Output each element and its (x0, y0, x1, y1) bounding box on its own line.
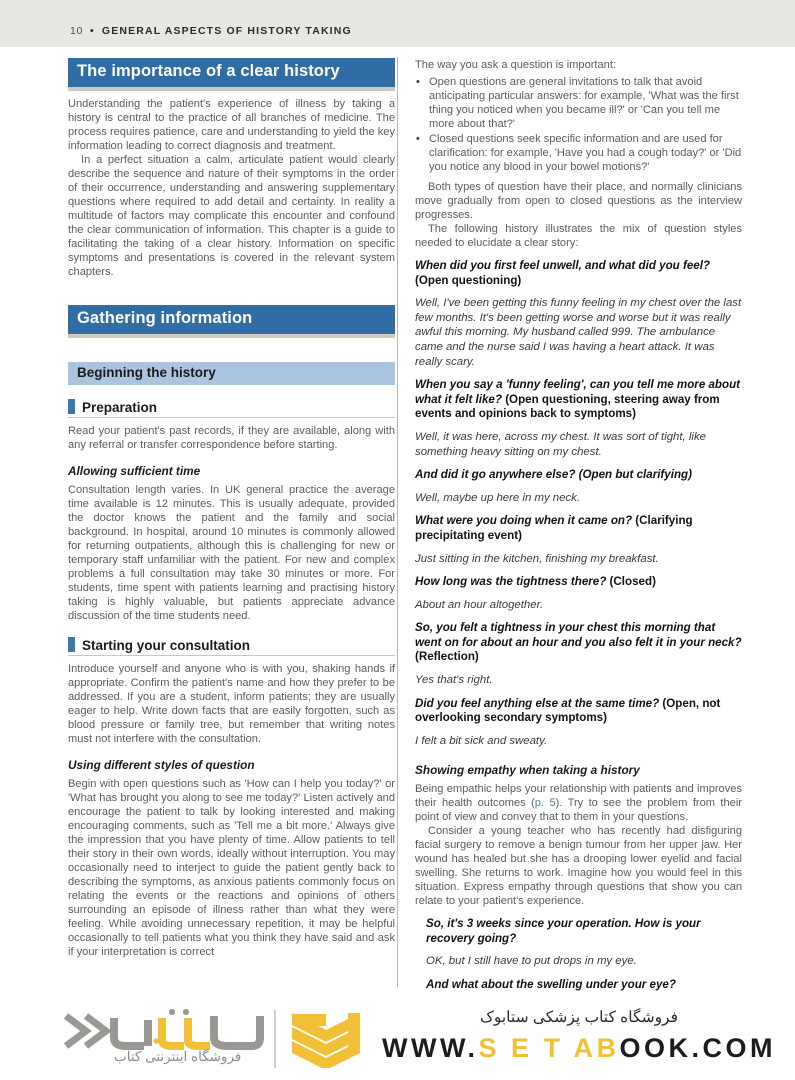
subsection-heading-beginning: Beginning the history (68, 362, 395, 386)
footer-watermark (0, 1000, 795, 1080)
setabook-wordmark-icon (52, 1008, 267, 1050)
dialogue-question: So, it's 3 weeks since your operation. How is your recovery going? (426, 917, 701, 945)
left-column (68, 47, 395, 959)
dialogue-question: Did you feel anything else at the same time? (Open, not overlooking secondary symptoms) (415, 696, 721, 725)
cross-reference-link[interactable]: p. 5 (534, 797, 556, 809)
heading-styles-of-question: Using different styles of question (68, 758, 255, 773)
setabook-logo-right[interactable] (379, 1006, 779, 1064)
dialogue-answer: Well, maybe up here in my neck. (415, 491, 581, 504)
page-body (0, 47, 795, 1000)
dialogue-question: When did you first feel unwell, and what did you feel? (Open questioning) (415, 259, 711, 287)
dialogue-question: How long was the tightness there? (Closed) (415, 575, 656, 589)
right-column (415, 47, 742, 1015)
heading-preparation (68, 399, 395, 418)
dialogue-question: And did it go anywhere else? (Open but clarifying) (415, 468, 692, 482)
dialogue-question: And what about the swelling under your eye? (426, 977, 676, 991)
paragraph-preparation: Read your patient's past records, if they are available, along with any referral or transfer correspondence before starting. (68, 425, 395, 452)
paragraph-empathy-2: Consider a young teacher who has recently had disfiguring facial surgery to remove a benign tumour from her upper jaw. Her wound has healed but she has a drooping lower eyelid and facial swelling. She returns to work. Imagine how you would feel in this situation. Express empathy through questions that show you can relate to your patient's experience. (415, 825, 742, 907)
paragraph-following-history: The following history illustrates the mix of question styles needed to elucidate a clear story: (415, 223, 742, 249)
dialogue-question: When you say a 'funny feeling', can you tell me more about what it felt like? (Open questioning, steering away from events and opinions back to symptoms) (415, 378, 741, 421)
dialogue-answer: I felt a bit sick and sweaty. (415, 734, 548, 747)
page-number: 10 (70, 25, 83, 37)
dialogue-block-history (415, 259, 742, 748)
setabook-logo-left[interactable] (52, 1008, 352, 1072)
dialogue-answer: Well, I've been getting this funny feeling in my chest over the last few months. It's been getting worse and worse but it was really awful this morning. My husband called 999. The ambulance came and the nurse said I was having a heart attack. It was really scary. (415, 297, 742, 368)
section-heading-importance: The importance of a clear history (68, 58, 395, 91)
heading-allowing-time: Allowing sufficient time (68, 464, 201, 479)
paragraph-empathy-1: Being empathic helps your relationship with patients and improves their health outcomes (p. 5). Try to see the problem from their point of view and convey that to them in your questions. (415, 783, 742, 823)
section-heading-gathering: Gathering information (68, 305, 395, 338)
dialogue-answer: Just sitting in the kitchen, finishing my breakfast. (415, 552, 659, 565)
heading-tick-icon (68, 399, 75, 414)
heading-tick-icon (68, 637, 75, 652)
dialogue-answer: Well, it was here, across my chest. It was sort of tight, like something heavy sitting on my chest. (415, 430, 706, 458)
paragraph-allowing-time: Consultation length varies. In UK general practice the average time available is 12 minutes. This is usually adequate, provided the doctor knows the patient and the family and social background. In hospital, around 10 minutes is commonly allowed for returning outpatients, although this is challenging for new or temporary staff unfamiliar with the patient. For new and complex problems a full consultation may take 30 minutes or more. For students, time spent with patients learning and practising history taking is highly valuable, but patients appreciate advance discussion of the time students need. (68, 484, 395, 623)
bullet-separator: • (89, 25, 95, 37)
dialogue-answer: OK, but I still have to put drops in my eye. (426, 955, 637, 968)
heading-starting-consultation-label: Starting your consultation (82, 637, 251, 653)
website-url[interactable]: WWW.S E T ABOOK.COM (382, 1033, 776, 1064)
dialogue-question: What were you doing when it came on? (Clarifying precipitating event) (415, 514, 693, 542)
heading-showing-empathy: Showing empathy when taking a history (415, 763, 640, 778)
dialogue-answer: About an hour altogether. (415, 598, 544, 611)
chevron-stack-icon (290, 1012, 362, 1068)
question-styles-list (415, 75, 742, 174)
list-item: • Open questions are general invitations to talk that avoid anticipating particular answers: for example, 'What was the first thing you noticed when you became ill?' or 'Can you tell me more about that?' (415, 75, 742, 131)
dialogue-question: So, you felt a tightness in your chest this morning that went on for about an hour and you also felt it in your neck? (Reflection) (415, 621, 742, 664)
logo-divider (274, 1010, 276, 1068)
setabook-subtitle-fa: فروشگاه اینترنتی کتاب (114, 1049, 242, 1064)
paragraph-both-types: Both types of question have their place, and normally clinicians move gradually from open to closed questions as the interview progresses. (415, 181, 742, 221)
heading-starting-consultation (68, 637, 395, 656)
heading-preparation-label: Preparation (82, 400, 158, 416)
dialogue-answer: Yes that's right. (415, 674, 493, 687)
chapter-title: GENERAL ASPECTS OF HISTORY TAKING (101, 25, 352, 37)
running-head-band (0, 0, 795, 47)
paragraph-styles-of-question: Begin with open questions such as 'How can I help you today?' or 'What has brought you along to see me today?' Listen actively and encourage the patient to talk by looking interested and making encouraging comments, such as 'Tell me a bit more.' Always give the impression that you have plenty of time. Allow patients to tell their story in their own words, ideally without interruption. You may occasionally need to interject to guide the patient gently back to describing the symptoms, as anxious patients commonly focus on relating the events or the reactions and opinions of others surrounding an episode of illness rather than what they were feeling. While avoiding unnecessary repetition, it may be helpful occasionally to tell patients what you think they have said and ask if your interpretation is correct (68, 777, 395, 958)
running-head (70, 25, 352, 37)
column-divider (397, 57, 398, 987)
paragraph-importance-2: In a perfect situation a calm, articulate patient would clearly describe the sequence and nature of their symptoms in the order of their occurrence, understanding and answering supplementary questions where required to add detail and certainty. In reality a multitude of factors may complicate this encounter and confound the clear communication of information. This chapter is a guide to facilitating the taking of a clear history. Information on specific symptoms and presentations is covered in the relevant system chapters. (68, 153, 395, 278)
list-item: • Closed questions seek specific information and are used for clarification: for example, 'Have you had a cough today?' or 'Did you notice any blood in your bowel motions?' (415, 132, 742, 174)
paragraph-starting-consultation: Introduce yourself and anyone who is with you, shaking hands if appropriate. Confirm the patient's name and how they prefer to be addressed. If you are a student, inform patients; they are usually eager to help. Write down facts that are easily forgotten, such as blood pressure or family tree, but remember that writing notes must not interfere with the consultation. (68, 663, 395, 746)
shop-line-fa: فروشگاه کتاب پزشکی ستابوک (479, 1009, 679, 1026)
paragraph-importance-1: Understanding the patient's experience of illness by taking a history is central to the practice of all branches of medicine. The process requires patience, care and understanding to yield the key information leading to correct diagnosis and treatment. (68, 97, 395, 152)
paragraph-lead-in: The way you ask a question is important: (415, 59, 617, 71)
